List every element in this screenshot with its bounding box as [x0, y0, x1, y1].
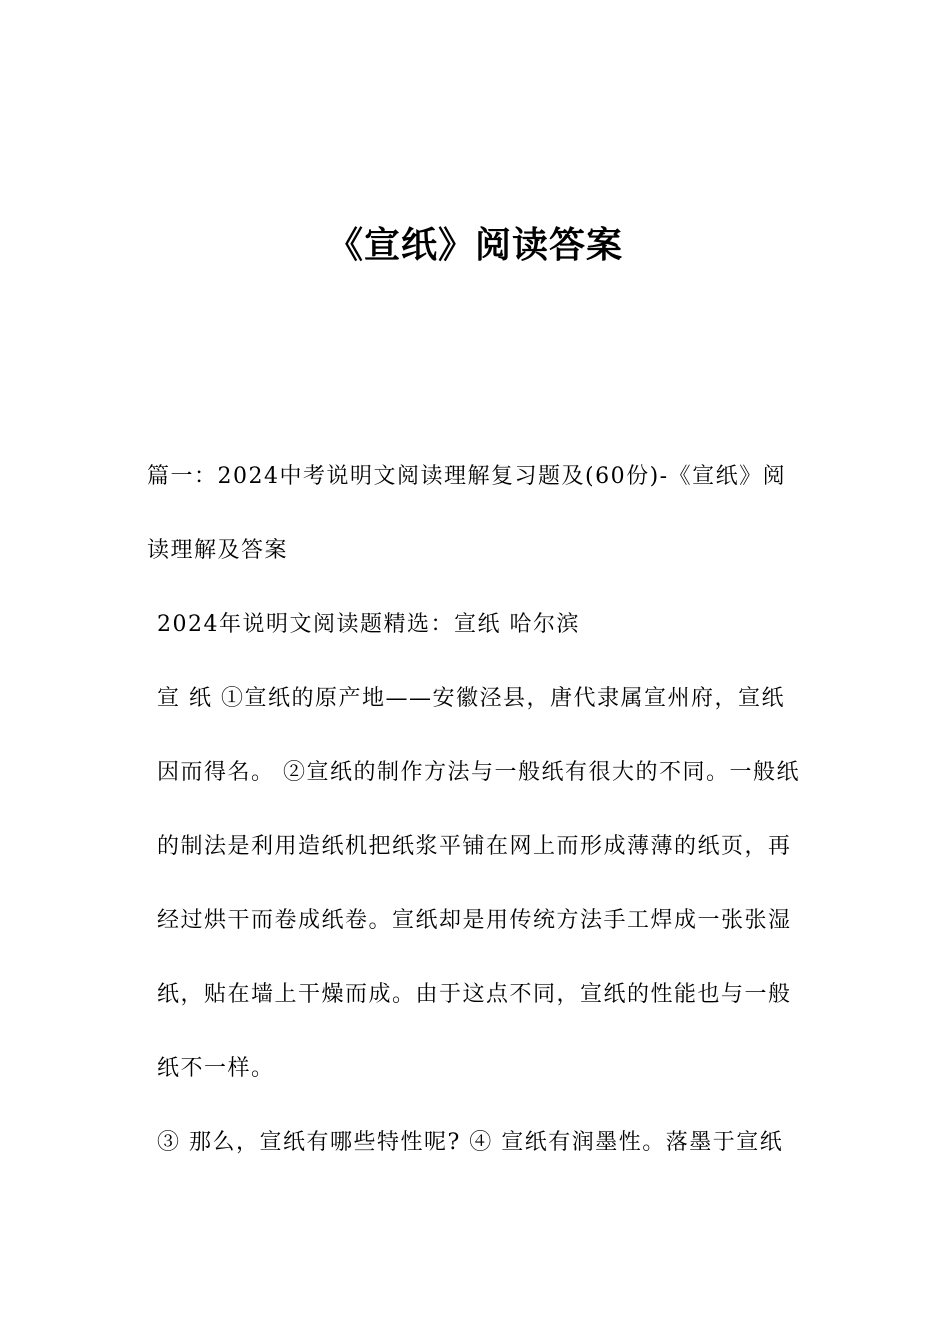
paragraph-source-heading: 篇一：2024中考说明文阅读理解复习题及(60份)-《宣纸》阅读理解及答案	[147, 464, 787, 563]
document-body	[147, 440, 807, 1180]
paragraph-article-properties: ③ 那么，宣纸有哪些特性呢? ④ 宣纸有润墨性。落墨于宣纸	[157, 1130, 784, 1155]
paragraph-exam-source: 2024年说明文阅读题精选：宣纸 哈尔滨	[157, 612, 580, 637]
paragraph-article-intro: 宣 纸 ①宣纸的原产地——安徽泾县，唐代隶属宣州府，宣纸因而得名。 ②宣纸的制作方法与一般纸有很大的不同。一般纸的制法是利用造纸机把纸浆平铺在网上而形成薄薄的纸页，再经过烘干而卷成纸卷。宣纸却是用传统方法手工焊成一张张湿纸，贴在墙上干燥而成。由于这点不同，宣纸的性能也与一般纸不一样。	[157, 686, 800, 1081]
document-title: 《宣纸》阅读答案	[326, 225, 623, 266]
